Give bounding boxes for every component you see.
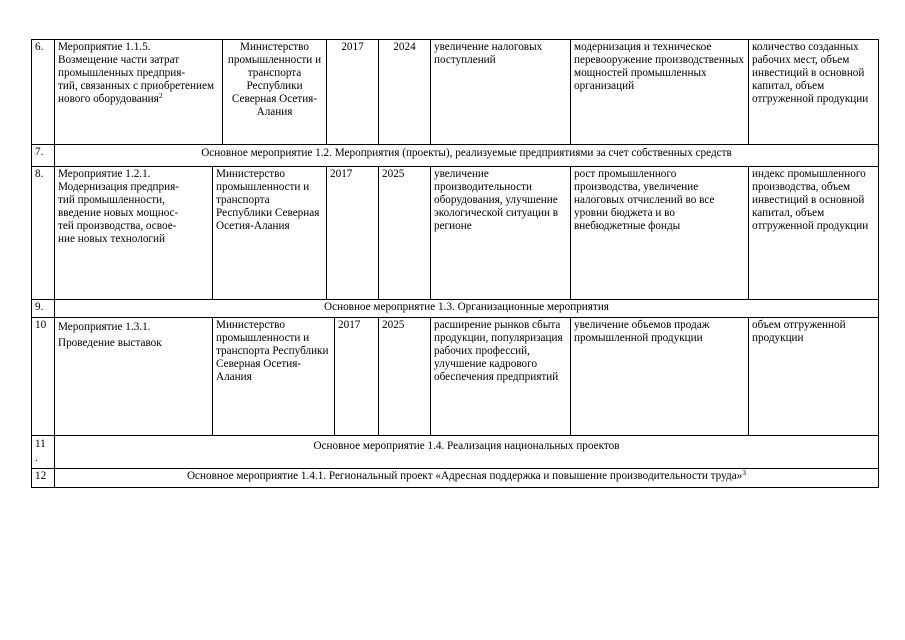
- row-number: 7.: [35, 146, 44, 158]
- table-row: [31, 318, 879, 436]
- table-row: [31, 145, 879, 167]
- indicators: индекс промышленного производства, объем инвестиций в основной капитал, объем отгруженной продукции: [748, 167, 878, 299]
- event-name: [54, 40, 222, 144]
- expected-result: увеличение производительности оборудования, улучшение экологической ситуации в регионе: [430, 167, 570, 299]
- table-row: [31, 469, 879, 488]
- main-directions: рост промышленного производства, увеличение налоговых отчислений во все уровни бюджета и во внебюджетные фонды: [570, 167, 748, 299]
- expected-result: увеличение налоговых поступлений: [430, 40, 570, 144]
- section-title-text: Основное мероприятие 1.4.1. Региональный проект «Адресная поддержка и повышение производительности труда»: [186, 470, 743, 482]
- event-name-text: Мероприятие 1.1.5. Возмещение части затрат промышленных предприя- тий, связанных с приобретением нового оборудования: [58, 41, 215, 105]
- section-title: Основное мероприятие 1.4. Реализация национальных проектов: [54, 436, 878, 468]
- main-directions: модернизация и техническое перевооружение производственных мощностей промышленных организаций: [570, 40, 748, 144]
- row-number: 10: [35, 319, 47, 331]
- executor: Министерство промышленности и транспорта Республики Северная Осетия-Алания: [222, 40, 326, 144]
- indicators: объем отгруженной продукции: [748, 318, 878, 435]
- row-number: 6.: [35, 41, 44, 53]
- start-year: 2017: [326, 40, 378, 144]
- section-title: Основное мероприятие 1.2. Мероприятия (проекты), реализуемые предприятиями за счет собственных средств: [54, 145, 878, 166]
- start-year: 2017: [326, 167, 378, 299]
- end-year: 2024: [378, 40, 430, 144]
- program-events-table: [31, 39, 879, 488]
- executor: Министерство промышленности и транспорта Республики Северная Осетия-Алания: [212, 318, 334, 435]
- main-directions: увеличение объемов продаж промышленной продукции: [570, 318, 748, 435]
- table-row: [31, 436, 879, 469]
- end-year: 2025: [378, 167, 430, 299]
- section-title: [54, 469, 878, 487]
- row-number: 8.: [35, 168, 44, 180]
- table-row: [31, 167, 879, 300]
- section-title: Основное мероприятие 1.3. Организационные мероприятия: [54, 300, 878, 317]
- row-number: 11 .: [35, 438, 46, 464]
- table-row: [31, 300, 879, 318]
- table-row: [31, 39, 879, 145]
- row-number: 12: [35, 470, 47, 482]
- start-year: 2017: [334, 318, 378, 435]
- footnote-ref: 3: [742, 468, 747, 477]
- event-name: Мероприятие 1.2.1. Модернизация предприя- тий промышленности, введение новых мощнос- тей производства, освое- ние новых технологий: [54, 167, 212, 299]
- indicators: количество созданных рабочих мест, объем инвестиций в основной капитал, объем отгруженной продукции: [748, 40, 878, 144]
- footnote-ref: 2: [158, 91, 163, 100]
- expected-result: расширение рынков сбыта продукции, популяризация рабочих профессий, улучшение кадрового обеспечения предприятий: [430, 318, 570, 435]
- executor: Министерство промышленности и транспорта Республики Северная Осетия-Алания: [212, 167, 326, 299]
- end-year: 2025: [378, 318, 430, 435]
- row-number: 9.: [35, 301, 44, 313]
- event-name: Мероприятие 1.3.1. Проведение выставок: [54, 318, 212, 435]
